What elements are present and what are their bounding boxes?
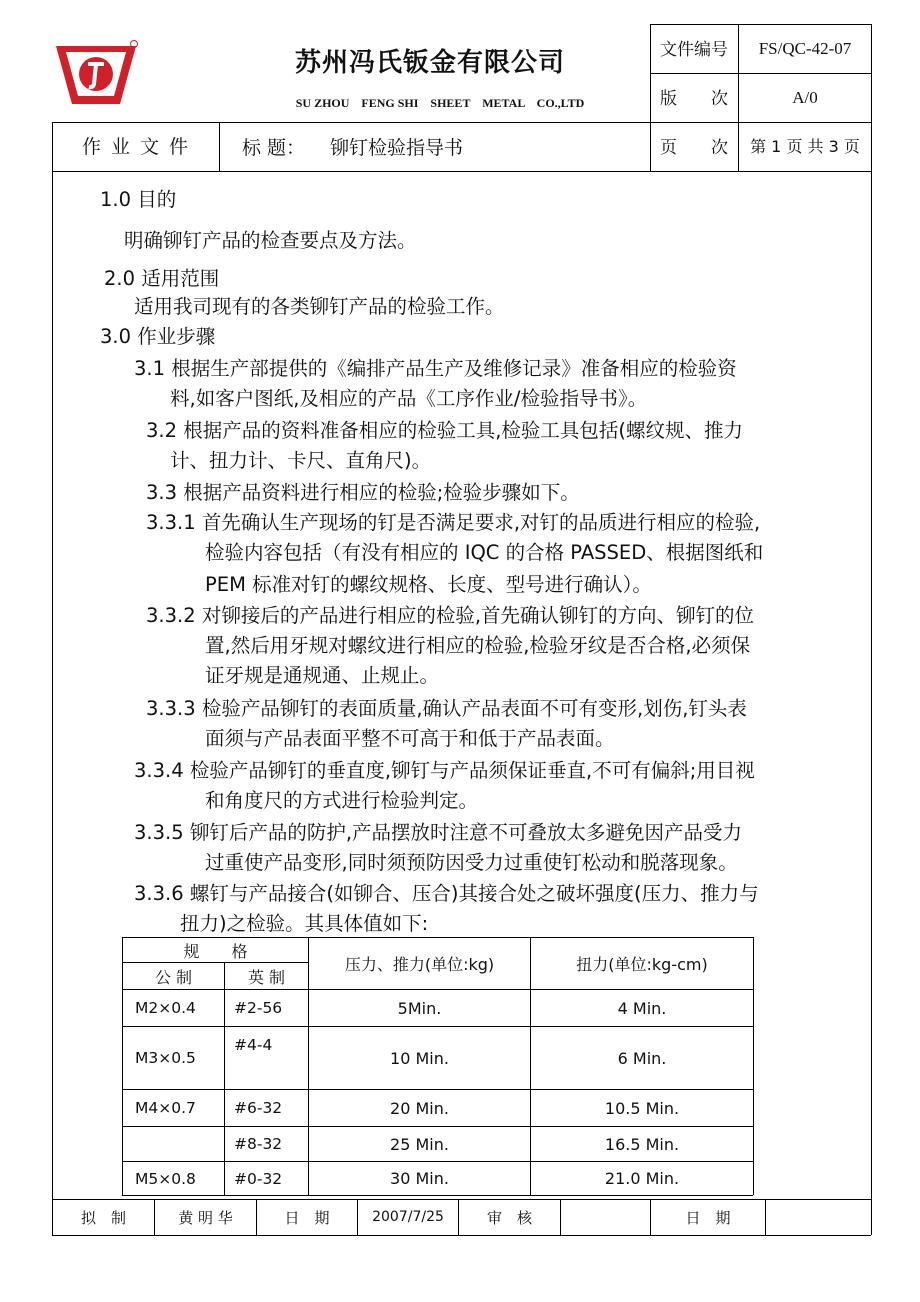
row-1-metric: M3×0.5 <box>135 1049 196 1067</box>
imperial-header: 英 制 <box>247 967 286 987</box>
step-3-3-4-line-1: 3.3.4 检验产品铆钉的垂直度,铆钉与产品须保证垂直,不可有偏斜;用目视 <box>134 759 755 782</box>
step-3-3-2-line-3: 证牙规是通规通、止规止。 <box>205 664 440 687</box>
step-3-3-6-line-2: 扭力)之检验。其具体值如下: <box>180 912 429 935</box>
row-0-metric: M2×0.4 <box>135 999 196 1017</box>
date2-value <box>766 1200 871 1234</box>
force-header: 压力、推力(单位:kg) <box>344 955 495 974</box>
company-name-en: SU ZHOU FENG SHI SHEET METAL CO.,LTD <box>295 96 585 110</box>
step-3-3-1-line-3: PEM 标准对钉的螺纹规格、长度、型号进行确认）。 <box>205 573 652 596</box>
torque-header: 扭力(单位:kg-cm) <box>576 955 708 974</box>
section-2-text: 适用我司现有的各类铆钉产品的检验工作。 <box>134 295 505 318</box>
section-1-heading: 1.0 目的 <box>100 188 177 211</box>
row-4-force: 30 Min. <box>390 1169 449 1188</box>
doc-type: 作 业 文 件 <box>81 135 191 158</box>
review-value <box>561 1200 650 1234</box>
metric-header: 公 制 <box>154 967 193 987</box>
page-label: 页 次 <box>660 137 728 158</box>
title-label: 标 题： <box>242 137 306 159</box>
date-value: 2007/7/25 <box>372 1209 444 1225</box>
version-value: A/0 <box>792 88 818 107</box>
step-3-3-3-line-1: 3.3.3 检验产品铆钉的表面质量,确认产品表面不可有变形,划伤,钉头表 <box>146 697 747 720</box>
row-4-torque: 21.0 Min. <box>604 1169 680 1188</box>
drafted-value: 黄 明 华 <box>178 1208 233 1227</box>
step-3-3-1-line-2: 检验内容包括（有没有相应的 IQC 的合格 PASSED、根据图纸和 <box>205 541 764 564</box>
step-3-3-5-line-2: 过重使产品变形,同时须预防因受力过重使钉松动和脱落现象。 <box>205 851 738 874</box>
section-1-text: 明确铆钉产品的检查要点及方法。 <box>124 229 417 252</box>
row-4-imperial: #0-32 <box>234 1170 283 1188</box>
row-0-torque: 4 Min. <box>617 998 667 1018</box>
step-3-2-line-2: 计、扭力计、卡尺、直角尺)。 <box>170 449 432 472</box>
drafted-label: 拟 制 <box>80 1208 126 1227</box>
step-3-3-4-line-2: 和角度尺的方式进行检验判定。 <box>205 789 479 812</box>
step-3-3-2-line-1: 3.3.2 对铆接后的产品进行相应的检验,首先确认铆钉的方向、铆钉的位 <box>146 604 755 627</box>
step-3-3-1-line-1: 3.3.1 首先确认生产现场的钉是否满足要求,对钉的品质进行相应的检验, <box>146 511 761 534</box>
row-1-torque: 6 Min. <box>617 1048 667 1068</box>
doc-title: 铆钉检验指导书 <box>330 137 464 159</box>
row-0-force: 5Min. <box>397 998 442 1018</box>
doc-number-value: FS/QC-42-07 <box>758 39 852 58</box>
version-label: 版 次 <box>660 88 728 109</box>
date2-label: 日 期 <box>685 1208 731 1227</box>
row-1-imperial: #4-4 <box>234 1036 273 1054</box>
spec-header: 规 格 <box>183 941 248 961</box>
step-3-3-3-line-2: 面须与产品表面平整不可高于和低于产品表面。 <box>205 727 615 750</box>
page-value: 第 1 页 共 3 页 <box>750 136 860 156</box>
section-3-heading: 3.0 作业步骤 <box>100 325 216 348</box>
step-3-3-5-line-1: 3.3.5 铆钉后产品的防护,产品摆放时注意不可叠放太多避免因产品受力 <box>134 821 743 844</box>
row-1-force: 10 Min. <box>390 1048 449 1068</box>
date-label: 日 期 <box>284 1208 330 1227</box>
step-3-2-line-1: 3.2 根据产品的资料准备相应的检验工具,检验工具包括(螺纹规、推力 <box>146 419 744 442</box>
row-2-imperial: #6-32 <box>234 1099 283 1117</box>
step-3-3-6-line-1: 3.3.6 螺钉与产品接合(如铆合、压合)其接合处之破坏强度(压力、推力与 <box>134 882 759 905</box>
row-3-force: 25 Min. <box>390 1134 449 1154</box>
company-logo-icon <box>52 38 142 110</box>
step-3-1-line-1: 3.1 根据生产部提供的《编排产品生产及维修记录》准备相应的检验资 <box>134 357 737 380</box>
row-2-force: 20 Min. <box>390 1098 449 1118</box>
row-2-metric: M4×0.7 <box>135 1099 196 1117</box>
row-2-torque: 10.5 Min. <box>604 1098 680 1118</box>
step-3-3-2-line-2: 置,然后用牙规对螺纹进行相应的检验,检验牙纹是否合格,必须保 <box>205 634 751 657</box>
step-3-3: 3.3 根据产品资料进行相应的检验;检验步骤如下。 <box>146 481 580 504</box>
section-2-heading: 2.0 适用范围 <box>104 267 220 290</box>
row-3-torque: 16.5 Min. <box>604 1134 680 1154</box>
step-3-1-line-2: 料,如客户图纸,及相应的产品《工序作业/检验指导书》。 <box>170 387 648 410</box>
row-0-imperial: #2-56 <box>234 999 283 1017</box>
review-label: 审 核 <box>486 1208 532 1227</box>
doc-number-label: 文件编号 <box>660 39 728 60</box>
company-name-cn: 苏州冯氏钣金有限公司 <box>294 48 565 78</box>
row-4-metric: M5×0.8 <box>135 1170 196 1188</box>
row-3-imperial: #8-32 <box>234 1135 283 1153</box>
